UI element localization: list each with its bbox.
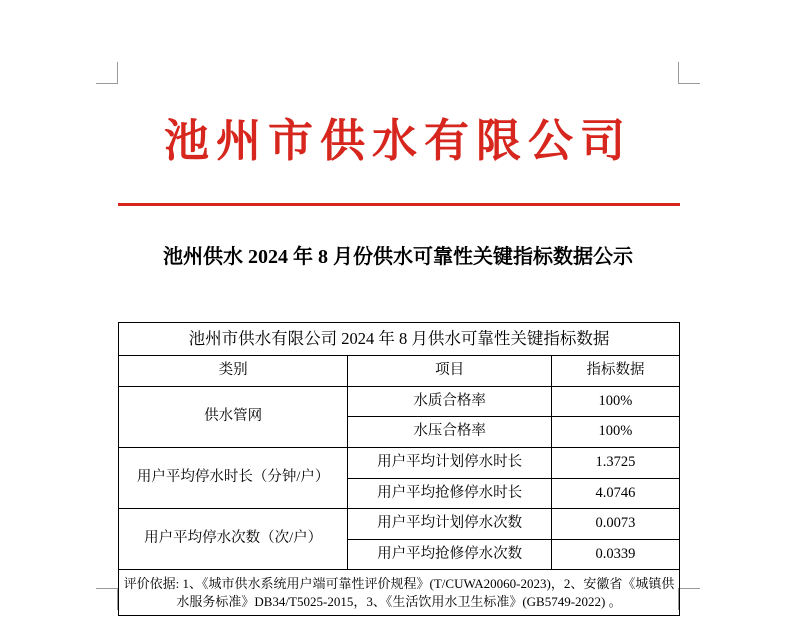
cell-item: 用户平均抢修停水时长 [348, 478, 552, 509]
cell-value: 0.0073 [551, 509, 679, 540]
document-title: 池州供水 2024 年 8 月份供水可靠性关键指标数据公示 [163, 246, 633, 268]
table-row [119, 509, 680, 540]
cell-item: 水压合格率 [348, 417, 552, 448]
header-category: 类别 [119, 356, 348, 387]
table-caption: 池州市供水有限公司 2024 年 8 月供水可靠性关键指标数据 [119, 323, 680, 356]
header-item: 项目 [348, 356, 552, 387]
indicator-table [118, 322, 680, 616]
indicator-table-wrapper [118, 322, 680, 616]
cell-category: 供水管网 [119, 386, 348, 447]
crop-mark-top-right [678, 62, 700, 84]
cell-category: 用户平均停水时长（分钟/户） [119, 447, 348, 508]
header-value: 指标数据 [551, 356, 679, 387]
cell-value: 100% [551, 386, 679, 417]
company-letterhead: 池州市供水有限公司 [163, 116, 632, 166]
cell-value: 1.3725 [551, 447, 679, 478]
cell-value: 0.0339 [551, 539, 679, 570]
cell-item: 用户平均计划停水次数 [348, 509, 552, 540]
table-row [119, 386, 680, 417]
cell-value: 4.0746 [551, 478, 679, 509]
table-header-row [119, 356, 680, 387]
cell-value: 100% [551, 417, 679, 448]
cell-item: 用户平均抢修停水次数 [348, 539, 552, 570]
crop-mark-bottom-left [96, 588, 118, 610]
letterhead-divider [118, 203, 680, 206]
table-note-row [119, 570, 680, 616]
crop-mark-bottom-right [678, 588, 700, 610]
crop-mark-top-left [96, 62, 118, 84]
cell-item: 用户平均计划停水时长 [348, 447, 552, 478]
table-caption-row [119, 323, 680, 356]
evaluation-basis-note: 评价依据: 1、《城市供水系统用户端可靠性评价规程》(T/CUWA20060-2023)，2、安徽省《城镇供水服务标准》DB34/T5025-2015，3、《生活饮用水卫生标准》(GB5749-2022) 。 [119, 570, 680, 616]
table-row [119, 447, 680, 478]
cell-category: 用户平均停水次数（次/户） [119, 509, 348, 570]
cell-item: 水质合格率 [348, 386, 552, 417]
